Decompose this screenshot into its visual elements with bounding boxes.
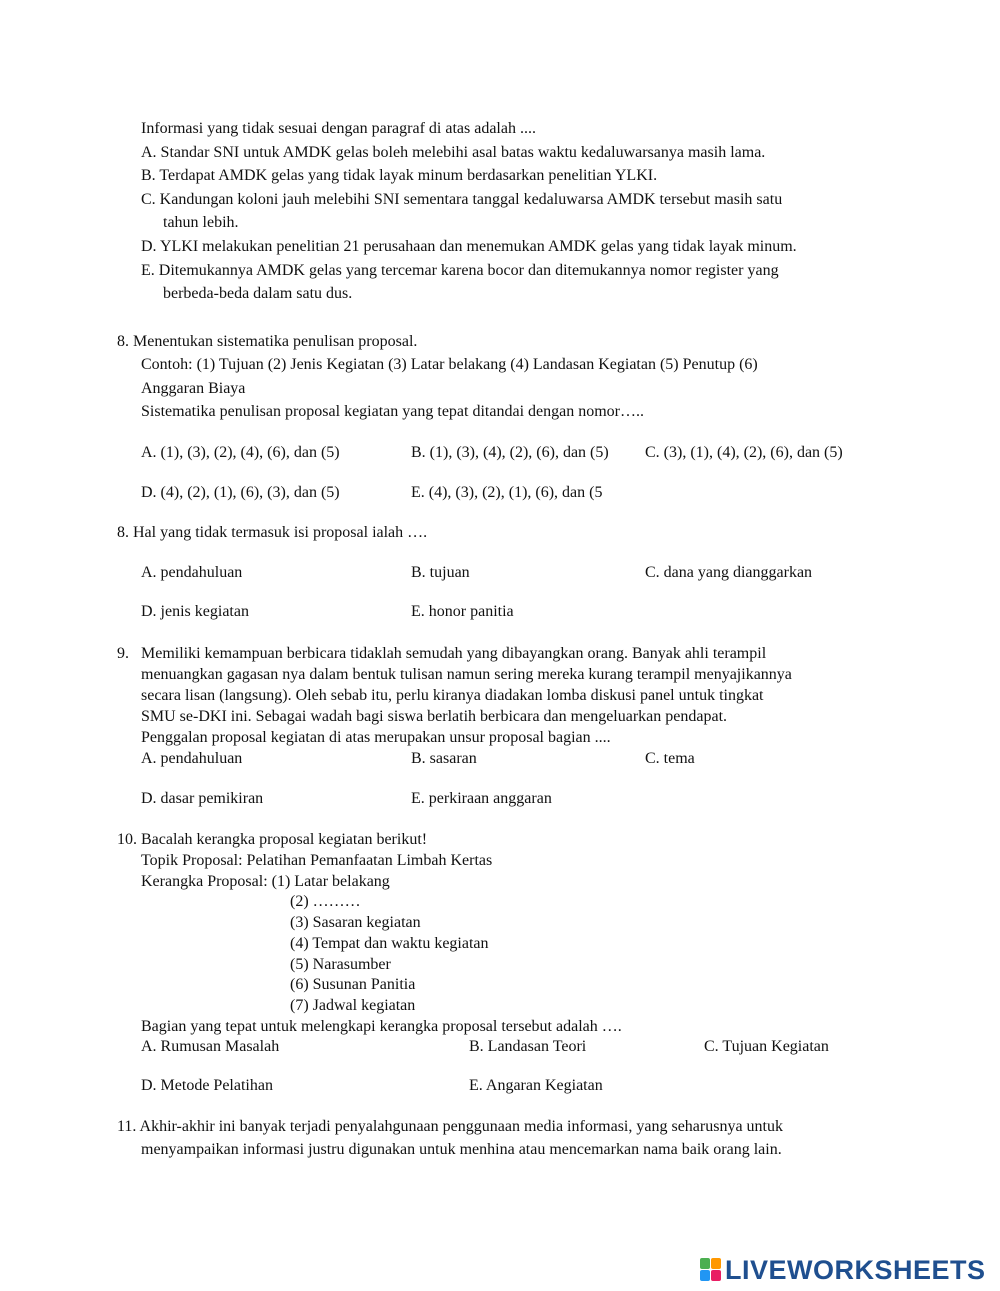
q9-text-2: menuangkan gagasan nya dalam bentuk tulisan namun sering mereka kurang terampil menyajikannya xyxy=(141,666,792,683)
q7-option-c: C. Kandungan koloni jauh melebihi SNI sementara tanggal kedaluwarsa AMDK tersebut masih satu xyxy=(141,191,783,208)
q10-frame-item: (3) Sasaran kegiatan xyxy=(290,914,421,931)
q9-option-b: B. sasaran xyxy=(411,750,477,767)
q10-option-c: C. Tujuan Kegiatan xyxy=(704,1038,829,1055)
q9-option-e: E. perkiraan anggaran xyxy=(411,790,552,807)
q10-frame-item: (4) Tempat dan waktu kegiatan xyxy=(290,935,489,952)
q7-question: Informasi yang tidak sesuai dengan paragraf di atas adalah .... xyxy=(141,120,536,137)
q8a-option-e: E. (4), (3), (2), (1), (6), dan (5 xyxy=(411,484,603,501)
q10-frame-item: (7) Jadwal kegiatan xyxy=(290,997,416,1014)
q10-frame: Kerangka Proposal: (1) Latar belakang xyxy=(141,873,390,890)
q7-option-e: E. Ditemukannya AMDK gelas yang tercemar karena bocor dan ditemukannya nomor register yang xyxy=(141,262,779,279)
q7-option-c-cont: tahun lebih. xyxy=(163,214,239,231)
q8a-example-cont: Anggaran Biaya xyxy=(141,380,246,397)
q10-title: 10. Bacalah kerangka proposal kegiatan berikut! xyxy=(117,831,428,848)
q8a-title: 8. Menentukan sistematika penulisan proposal. xyxy=(117,333,418,350)
q8a-option-c: C. (3), (1), (4), (2), (6), dan (5) xyxy=(645,444,843,461)
q10-option-d: D. Metode Pelatihan xyxy=(141,1077,273,1094)
q8a-option-d: D. (4), (2), (1), (6), (3), dan (5) xyxy=(141,484,340,501)
liveworksheets-logo xyxy=(700,1255,986,1285)
q8b-option-e: E. honor panitia xyxy=(411,603,514,620)
q10-option-a: A. Rumusan Masalah xyxy=(141,1038,280,1055)
q7-option-e-cont: berbeda-beda dalam satu dus. xyxy=(163,285,353,302)
q8a-example: Contoh: (1) Tujuan (2) Jenis Kegiatan (3) Latar belakang (4) Landasan Kegiatan (5) Penutup (6) xyxy=(141,356,758,373)
q10-frame-item: (5) Narasumber xyxy=(290,956,391,973)
q8b-question: 8. Hal yang tidak termasuk isi proposal ialah …. xyxy=(117,524,428,541)
q9-option-d: D. dasar pemikiran xyxy=(141,790,264,807)
q8a-question: Sistematika penulisan proposal kegiatan yang tepat ditandai dengan nomor….. xyxy=(141,403,644,420)
q7-option-d: D. YLKI melakukan penelitian 21 perusahaan dan menemukan AMDK gelas yang tidak layak minum. xyxy=(141,238,797,255)
q11-text-1: 11. Akhir-akhir ini banyak terjadi penyalahgunaan penggunaan media informasi, yang seharusnya untuk xyxy=(117,1118,783,1135)
q8b-option-d: D. jenis kegiatan xyxy=(141,603,249,620)
q9-text-1: Memiliki kemampuan berbicara tidaklah semudah yang dibayangkan orang. Banyak ahli terampil xyxy=(141,645,767,662)
q9-option-c: C. tema xyxy=(645,750,695,767)
q10-option-b: B. Landasan Teori xyxy=(469,1038,587,1055)
q10-option-e: E. Angaran Kegiatan xyxy=(469,1077,603,1094)
q9-text-4: SMU se-DKI ini. Sebagai wadah bagi siswa berlatih berbicara dan mengeluarkan pendapat. xyxy=(141,708,728,725)
q8a-option-b: B. (1), (3), (4), (2), (6), dan (5) xyxy=(411,444,609,461)
q8b-option-b: B. tujuan xyxy=(411,564,470,581)
q10-question: Bagian yang tepat untuk melengkapi kerangka proposal tersebut adalah …. xyxy=(141,1018,622,1035)
q9-question: Penggalan proposal kegiatan di atas merupakan unsur proposal bagian .... xyxy=(141,729,611,746)
q8b-option-a: A. pendahuluan xyxy=(141,564,243,581)
q9-option-a: A. pendahuluan xyxy=(141,750,243,767)
q10-frame-item: (6) Susunan Panitia xyxy=(290,976,416,993)
q11-text-2: menyampaikan informasi justru digunakan untuk menhina atau mencemarkan nama baik orang lain. xyxy=(141,1141,782,1158)
q7-option-a: A. Standar SNI untuk AMDK gelas boleh melebihi asal batas waktu kedaluwarsanya masih lama. xyxy=(141,144,766,161)
logo-blocks-icon xyxy=(700,1258,722,1282)
q7-option-b: B. Terdapat AMDK gelas yang tidak layak minum berdasarkan penelitian YLKI. xyxy=(141,167,658,184)
q9-number: 9. xyxy=(117,645,129,662)
q10-frame-item: (2) ……… xyxy=(290,893,361,910)
logo-text: LIVEWORKSHEETS xyxy=(725,1254,986,1285)
q8a-option-a: A. (1), (3), (2), (4), (6), dan (5) xyxy=(141,444,340,461)
q9-text-3: secara lisan (langsung). Oleh sebab itu, perlu kiranya diadakan lomba diskusi panel untuk tingkat xyxy=(141,687,764,704)
q10-topic: Topik Proposal: Pelatihan Pemanfaatan Limbah Kertas xyxy=(141,852,493,869)
q8b-option-c: C. dana yang dianggarkan xyxy=(645,564,813,581)
